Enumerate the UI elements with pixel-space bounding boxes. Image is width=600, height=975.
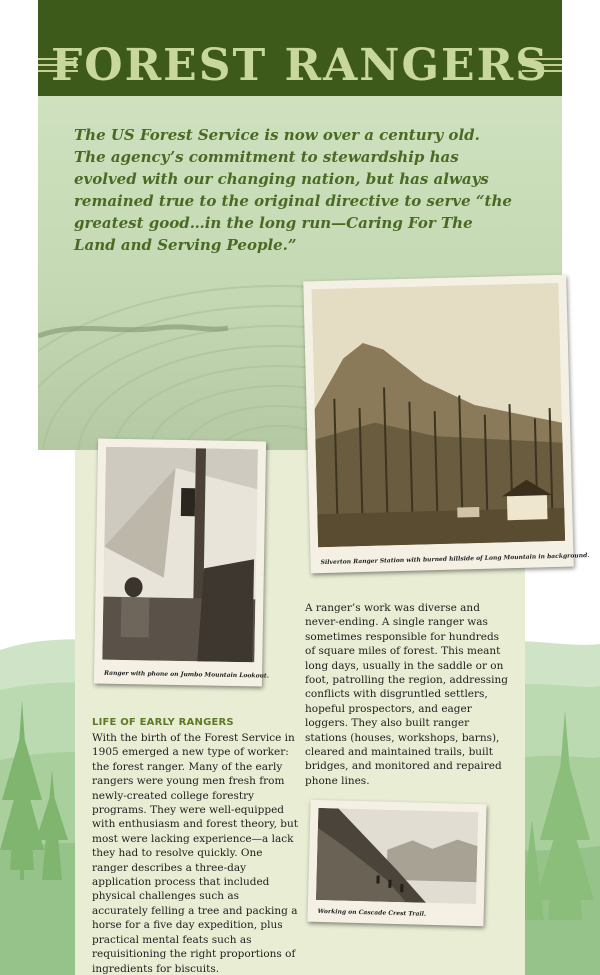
section-heading: LIFE OF EARLY RANGERS xyxy=(92,717,234,728)
photo-cascade-crest-trail xyxy=(307,800,486,927)
photo-image-ranger-tent xyxy=(102,447,258,663)
photo-caption: Working on Cascade Crest Trail. xyxy=(317,907,427,918)
photo-image-trail xyxy=(316,808,478,904)
paragraph-ranger-work: A ranger’s work was diverse and never-ending. A single ranger was sometimes responsible for hundreds of square miles of forest. This meant long days, usually in the saddle or on foot, patrolling the region, addressing conflicts with disgruntled settlers, hopeful prospectors, and eager loggers. They also built ranger stations (houses, workshops, barns), cleared and maintained trails, built bridges, and monitored and repaired phone lines. xyxy=(305,602,509,787)
intro-text: The US Forest Service is now over a century old. The agency’s commitment to stewardship has evolved with our changing nation, but has always remained true to the original directive to serve “the greatest good…in the long run—Caring For The Land and Serving People.” xyxy=(74,126,512,254)
photo-ranger-with-phone xyxy=(94,439,269,687)
photo-caption: Ranger with phone on Jumbo Mountain Lookout. xyxy=(103,669,269,680)
page-title: FOREST RANGERS xyxy=(51,40,549,91)
photo-silverton-ranger-station xyxy=(303,275,590,574)
paragraph-early-rangers: With the birth of the Forest Service in 1905 emerged a new type of worker: the forest ranger. Many of the early rangers were young men fresh from newly-created college forestry programs. They were well-equipped with enthusiasm and forest theory, but most were lacking experience—a lack they had to resolve quickly. One ranger describes a three-day application process that included physical challenges such as accurately felling a tree and packing a horse for a five day expedition, plus practical mental feats such as requisitioning the right proportions of ingredients for biscuits. xyxy=(92,732,298,975)
photo-caption: Silverton Ranger Station with burned hillside of Long Mountain in background. xyxy=(320,552,590,567)
photo-image-mountain xyxy=(311,283,565,547)
